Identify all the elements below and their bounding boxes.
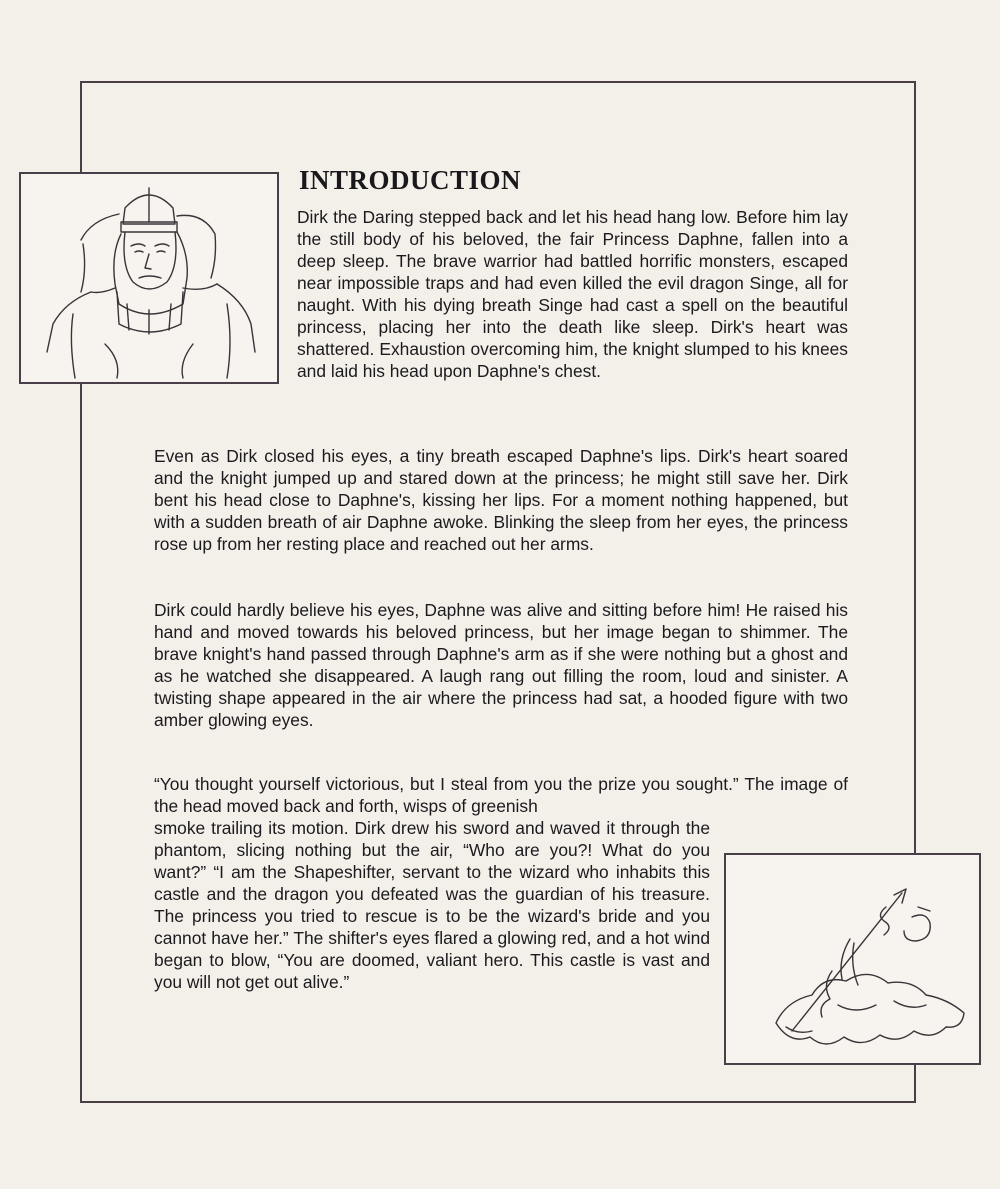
intro-paragraph-4-start: “You thought yourself victorious, but I steal from you the prize you sought.” The image of the head moved back and forth, wisps of greenish [154, 774, 848, 816]
knight-illustration [19, 172, 279, 384]
intro-paragraph-2: Even as Dirk closed his eyes, a tiny breath escaped Daphne's lips. Dirk's heart soared and the knight jumped up and stared down at the princess; he might still save her. Dirk bent his head close to Daphne's, kissing her lips. For a moment nothing happened, but with a sudden breath of air Daphne awoke. Blinking the sleep from her eyes, the princess rose up from her resting place and reached out her arms. [154, 446, 848, 554]
page-title: INTRODUCTION [299, 165, 522, 195]
shapeshifter-illustration [724, 853, 981, 1065]
shapeshifter-icon [726, 855, 979, 1063]
intro-paragraph-4-continued: smoke trailing its motion. Dirk drew his sword and waved it through the phantom, slicing nothing but the air, “Who are you?! What do you want?” “I am the Shapeshifter, servant to the wizard who inhabits this castle and the dragon you defeated was the guardian of his treasure. The princess you tried to rescue is to be the wizard's bride and you cannot have her.” The shifter's eyes flared a glowing red, and a hot wind began to blow, “You are doomed, valiant hero. This castle is vast and you will not get out alive.” [154, 818, 710, 992]
intro-paragraph-1: Dirk the Daring stepped back and let his head hang low. Before him lay the still body of his beloved, the fair Princess Daphne, fallen into a deep sleep. The brave warrior had battled horrific monsters, escaped near impossible traps and had even killed the evil dragon Singe, all for naught. With his dying breath Singe had cast a spell on the beautiful princess, placing her into the death like sleep. Dirk's heart was shattered. Exhaustion overcoming him, the knight slumped to his knees and laid his head upon Daphne's chest. [297, 207, 848, 381]
intro-paragraph-3: Dirk could hardly believe his eyes, Daphne was alive and sitting before him! He raised his hand and moved towards his beloved princess, but her image began to shimmer. The brave knight's hand passed through Daphne's arm as if she were nothing but a ghost and as he watched she disappeared. A laugh rang out filling the room, loud and sinister. A twisting shape appeared in the air where the princess had sat, a hooded figure with two amber glowing eyes. [154, 600, 848, 730]
knight-portrait-icon [21, 174, 277, 382]
